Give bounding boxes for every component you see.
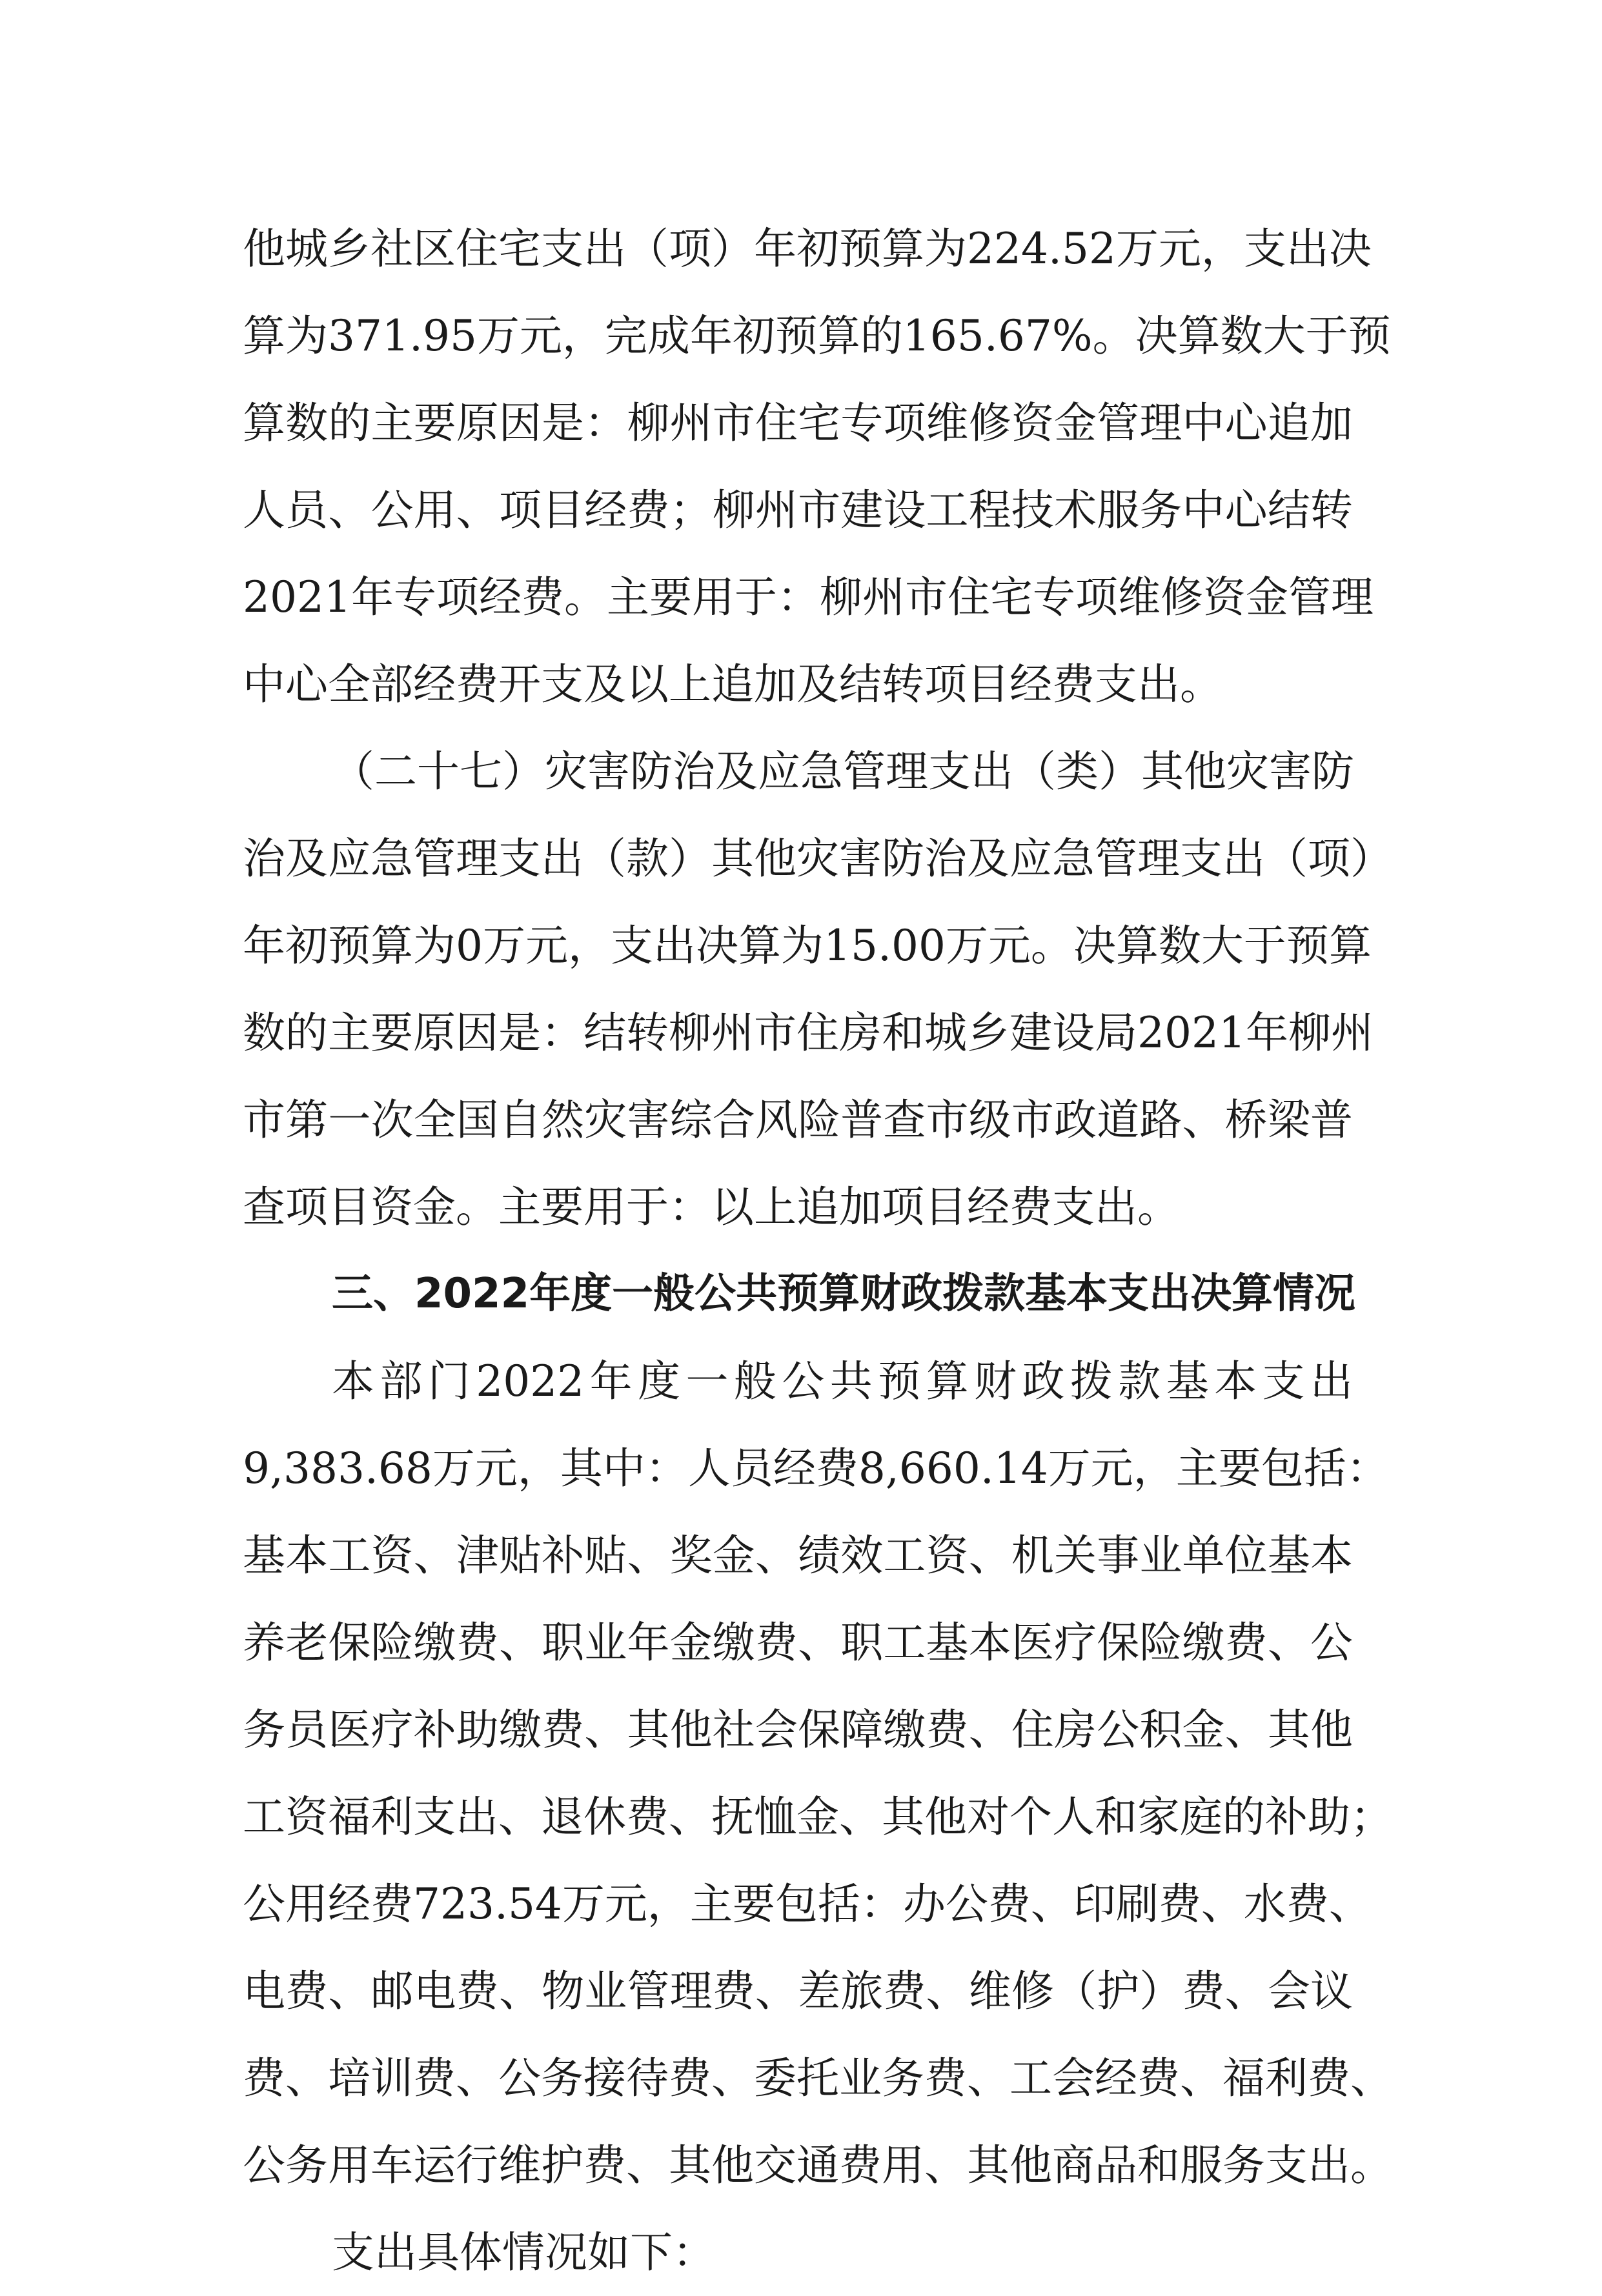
text-line: 查项目资金。主要用于：以上追加项目经费支出。 [243,1182,1180,1232]
text-line: 工资福利支出、退休费、抚恤金、其他对个人和家庭的补助； [243,1792,1393,1842]
text-line: 人员、公用、项目经费；柳州市建设工程技术服务中心结转 [243,485,1353,535]
text-line: 算为371.95万元，完成年初预算的165.67%。决算数大于预 [243,311,1391,361]
text-line: 公用经费723.54万元，主要包括：办公费、印刷费、水费、 [243,1879,1372,1929]
text-line: 9,383.68万元，其中：人员经费8,660.14万元，主要包括： [243,1444,1389,1493]
text-line: 基本工资、津贴补贴、奖金、绩效工资、机关事业单位基本 [243,1531,1353,1580]
section-heading-text: 三、2022年度一般公共预算财政拨款基本支出决算情况 [332,1270,1356,1318]
document-body [243,205,1393,2296]
paragraph-disaster-prevention [243,728,1393,1251]
text-line: 公务用车运行维护费、其他交通费用、其他商品和服务支出。 [243,2140,1393,2190]
text-line: 算数的主要原因是：柳州市住宅专项维修资金管理中心追加 [243,398,1353,448]
text-line: （二十七）灾害防治及应急管理支出（类）其他灾害防 [332,747,1354,796]
paragraph-basic-expenditure [243,1338,1393,2209]
paragraph-details-intro [243,2209,1353,2296]
text-line: 电费、邮电费、物业管理费、差旅费、维修（护）费、会议 [243,1966,1353,2016]
text-line: 务员医疗补助缴费、其他社会保障缴费、住房公积金、其他 [243,1705,1353,1755]
text-line: 费、培训费、公务接待费、委托业务费、工会经费、福利费、 [243,2053,1393,2103]
text-line: 年初预算为0万元，支出决算为15.00万元。决算数大于预算 [243,921,1372,971]
text-line: 2021年专项经费。主要用于：柳州市住宅专项维修资金管理 [243,572,1374,622]
text-line: 养老保险缴费、职业年金缴费、职工基本医疗保险缴费、公 [243,1618,1353,1667]
section-heading [243,1251,1356,1338]
text-line: 中心全部经费开支及以上追加及结转项目经费支出。 [243,660,1222,709]
text-line: 支出具体情况如下： [332,2228,715,2277]
text-line: 治及应急管理支出（款）其他灾害防治及应急管理支出（项） [243,834,1393,883]
text-line: 本部门2022年度一般公共预算财政拨款基本支出 [332,1356,1353,1406]
text-line: 数的主要原因是：结转柳州市住房和城乡建设局2021年柳州 [243,1008,1374,1058]
text-line: 市第一次全国自然灾害综合风险普查市级市政道路、桥梁普 [243,1095,1353,1145]
paragraph-housing-expenditure [243,205,1391,728]
text-line: 他城乡社区住宅支出（项）年初预算为224.52万元，支出决 [243,224,1372,274]
